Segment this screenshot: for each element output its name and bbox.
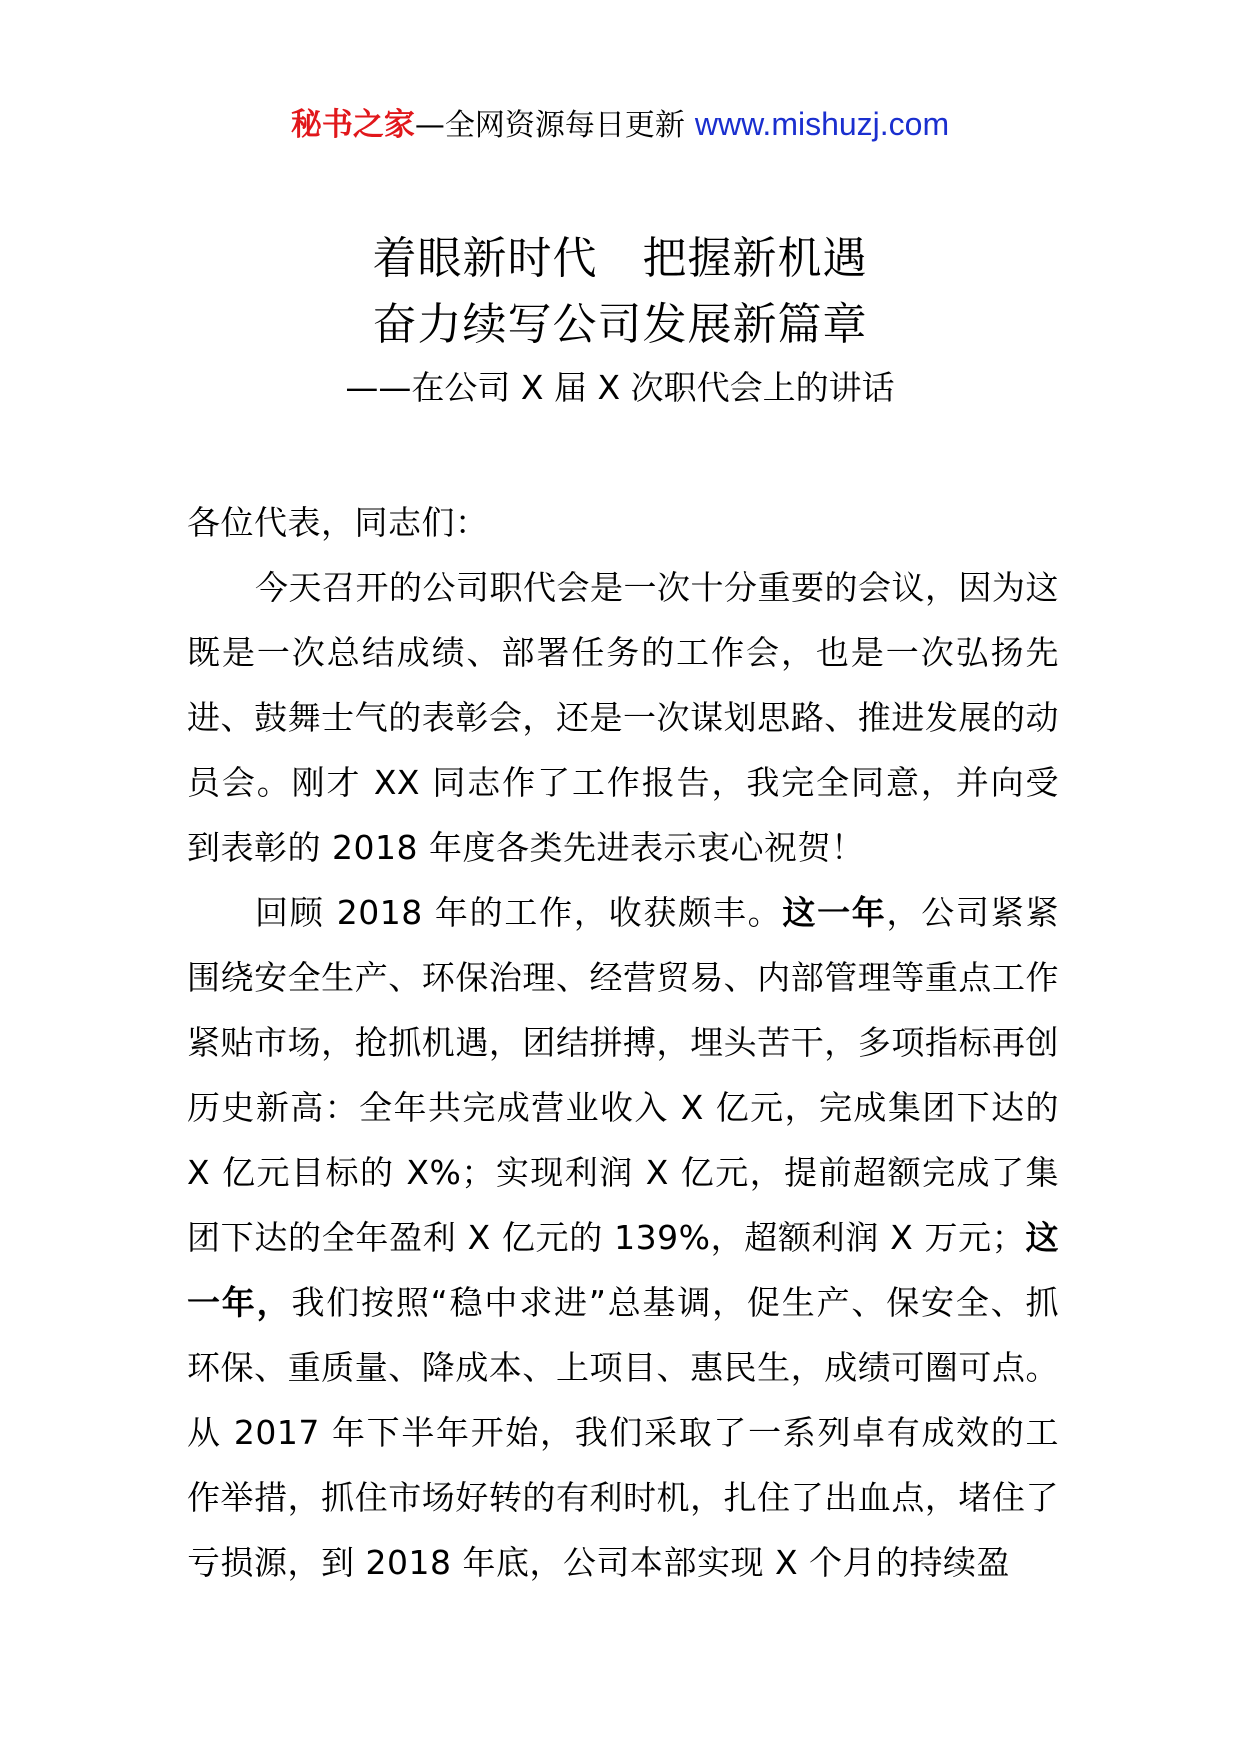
site-brand: 秘书之家	[290, 107, 415, 143]
paragraph-2-emphasis-2: 这一年，	[187, 1218, 1059, 1322]
paragraph-2-intro: 回顾 2018 年的工作，收获颇丰。	[255, 893, 783, 932]
paragraph-2-text-2: 我们按照“稳中求进”总基调，促生产、保安全、抓环保、重质量、降成本、上项目、惠民生，成绩可圈可点。从 2017 年下半年开始，我们采取了一系列卓有成效的工作举措，抓住市场好转的有利时机，扎住了出血点，堵住了亏损源，到 2018 年底，公司本部实现 X 个月的持续盈	[187, 1283, 1059, 1582]
title-line-2: 奋力续写公司发展新篇章	[372, 299, 868, 350]
speech-body	[187, 490, 1059, 1595]
site-tagline: —全网资源每日更新	[414, 108, 685, 143]
paragraph-2	[187, 880, 1059, 1595]
speech-subtitle: ——在公司 X 届 X 次职代会上的讲话	[345, 368, 895, 407]
title-line-1: 着眼新时代 把握新机遇	[372, 233, 868, 284]
speech-title-block	[0, 226, 1240, 418]
paragraph-2-emphasis-1: 这一年	[782, 893, 887, 932]
site-url-link[interactable]: www.mishuzj.com	[694, 106, 950, 142]
site-watermark-header	[0, 104, 1240, 146]
paragraph-1: 今天召开的公司职代会是一次十分重要的会议，因为这既是一次总结成绩、部署任务的工作会，也是一次弘扬先进、鼓舞士气的表彰会，还是一次谋划思路、推进发展的动员会。刚才 XX 同志作了工作报告，我完全同意，并向受到表彰的 2018 年度各类先进表示衷心祝贺！	[187, 568, 1059, 867]
salutation: 各位代表，同志们：	[187, 503, 489, 542]
paragraph-2-text-1: ，公司紧紧围绕安全生产、环保治理、经营贸易、内部管理等重点工作紧贴市场，抢抓机遇，团结拼搏，埋头苦干，多项指标再创历史新高：全年共完成营业收入 X 亿元，完成集团下达的 X 亿元目标的 X%；实现利润 X 亿元，提前超额完成了集团下达的全年盈利 X 亿元的 139%，超额利润 X 万元；	[187, 893, 1060, 1257]
